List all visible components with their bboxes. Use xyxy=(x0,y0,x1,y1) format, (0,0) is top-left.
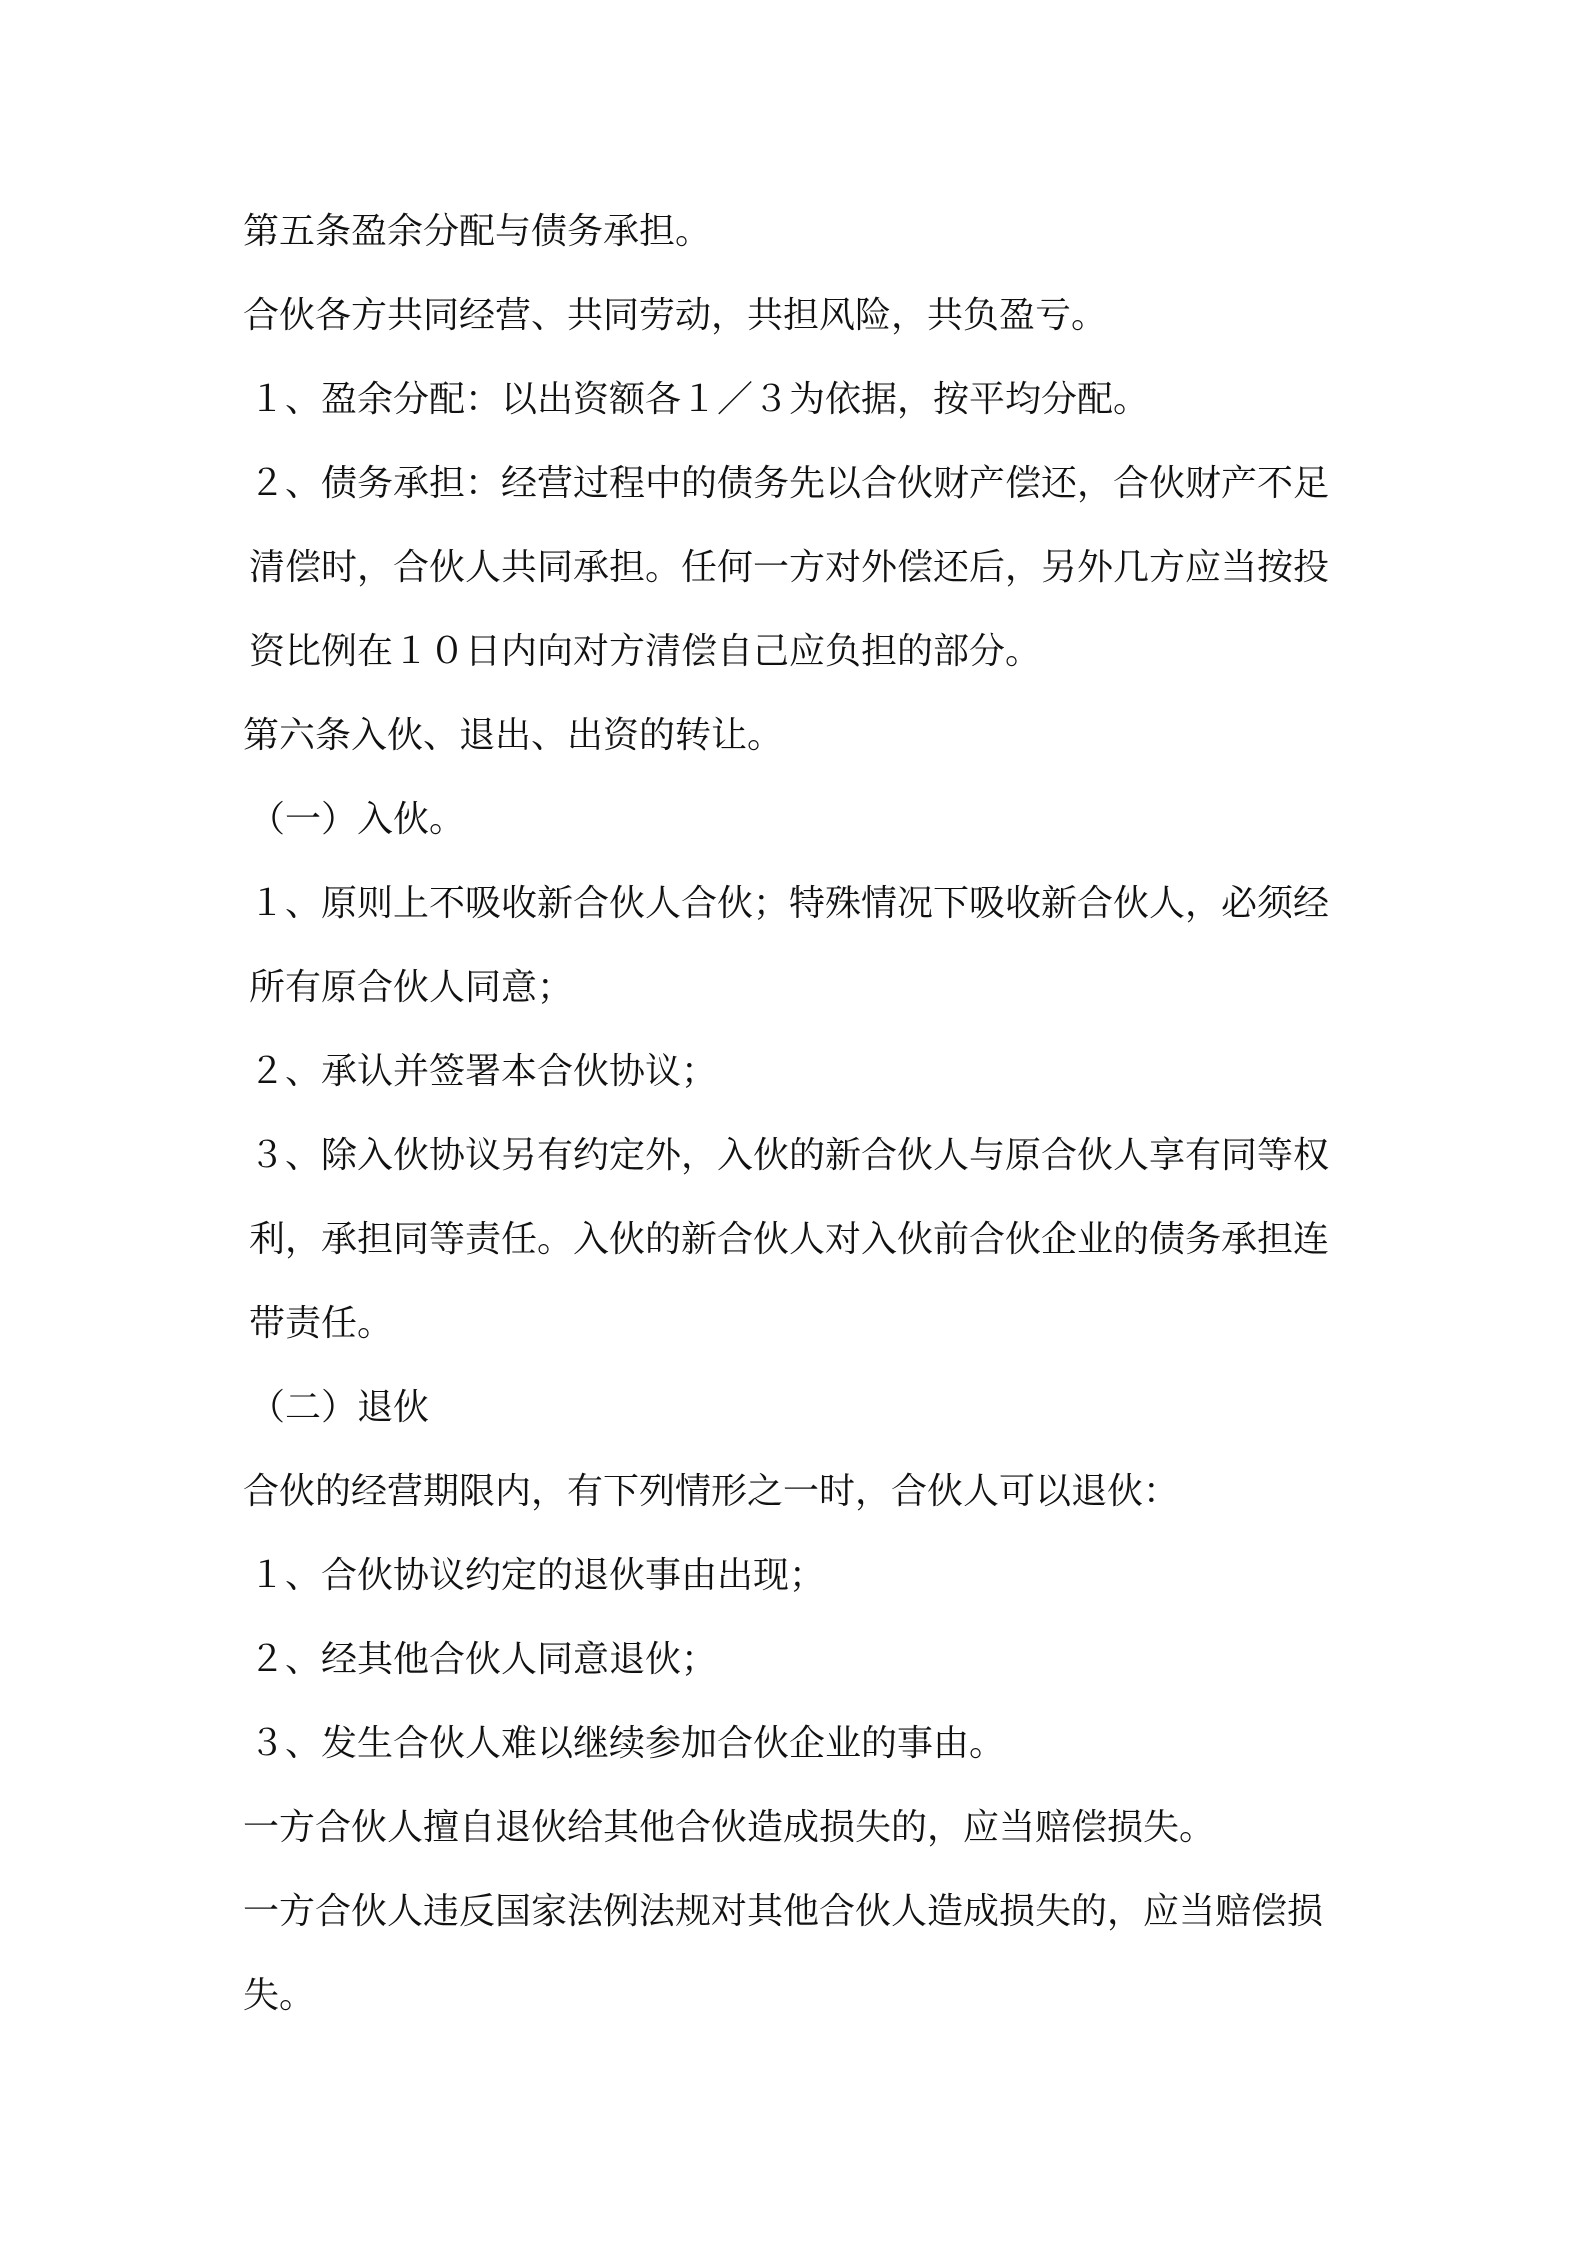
document-page xyxy=(243,190,1363,2038)
text-line: （一）入伙。 xyxy=(249,799,466,840)
paragraph-art5-item2 xyxy=(243,442,1363,694)
paragraph-sec2-item2 xyxy=(243,1618,1363,1702)
text-line: １、合伙协议约定的退伙事由出现； xyxy=(249,1555,826,1596)
paragraph-art5-item1 xyxy=(243,358,1363,442)
text-line: 利，承担同等责任。入伙的新合伙人对入伙前合伙企业的债务承担连 xyxy=(249,1219,1330,1260)
paragraph-sec1-title xyxy=(243,778,1363,862)
text-line: 所有原合伙人同意； xyxy=(249,967,574,1008)
paragraph-sec1-item1 xyxy=(243,862,1363,1030)
text-line: 资比例在１０日内向对方清偿自己应负担的部分。 xyxy=(249,631,1042,672)
text-line: 合伙各方共同经营、共同劳动，共担风险，共负盈亏。 xyxy=(243,295,1108,336)
paragraph-sec2-note2 xyxy=(243,1870,1363,2038)
text-line: 第六条入伙、退出、出资的转让。 xyxy=(243,715,784,756)
paragraph-sec2-note1 xyxy=(243,1786,1363,1870)
paragraph-sec2-item3 xyxy=(243,1702,1363,1786)
text-line: 一方合伙人违反国家法例法规对其他合伙人造成损失的，应当赔偿损 xyxy=(243,1891,1324,1932)
paragraph-sec2-item1 xyxy=(243,1534,1363,1618)
text-line: 一方合伙人擅自退伙给其他合伙造成损失的，应当赔偿损失。 xyxy=(243,1807,1216,1848)
text-line: 带责任。 xyxy=(249,1303,394,1344)
paragraph-art5-title xyxy=(243,190,1363,274)
text-line: 合伙的经营期限内，有下列情形之一时，合伙人可以退伙： xyxy=(243,1471,1180,1512)
text-line: 第五条盈余分配与债务承担。 xyxy=(243,211,712,252)
text-line: ３、除入伙协议另有约定外，入伙的新合伙人与原合伙人享有同等权 xyxy=(249,1135,1330,1176)
text-line: 清偿时，合伙人共同承担。任何一方对外偿还后，另外几方应当按投 xyxy=(249,547,1330,588)
paragraph-sec1-item2 xyxy=(243,1030,1363,1114)
document-body xyxy=(243,190,1363,2038)
text-line: １、原则上不吸收新合伙人合伙；特殊情况下吸收新合伙人，必须经 xyxy=(249,883,1330,924)
paragraph-sec2-title xyxy=(243,1366,1363,1450)
text-line: ２、经其他合伙人同意退伙； xyxy=(249,1639,718,1680)
paragraph-art5-intro xyxy=(243,274,1363,358)
text-line: １、盈余分配：以出资额各１／３为依据，按平均分配。 xyxy=(249,379,1150,420)
text-line: ２、债务承担：经营过程中的债务先以合伙财产偿还，合伙财产不足 xyxy=(249,463,1330,504)
text-line: ２、承认并签署本合伙协议； xyxy=(249,1051,718,1092)
paragraph-art6-title xyxy=(243,694,1363,778)
paragraph-sec2-intro xyxy=(243,1450,1363,1534)
text-line: ３、发生合伙人难以继续参加合伙企业的事由。 xyxy=(249,1723,1006,1764)
text-line: （二）退伙 xyxy=(249,1387,430,1428)
text-line: 失。 xyxy=(243,1975,316,2016)
paragraph-sec1-item3 xyxy=(243,1114,1363,1366)
